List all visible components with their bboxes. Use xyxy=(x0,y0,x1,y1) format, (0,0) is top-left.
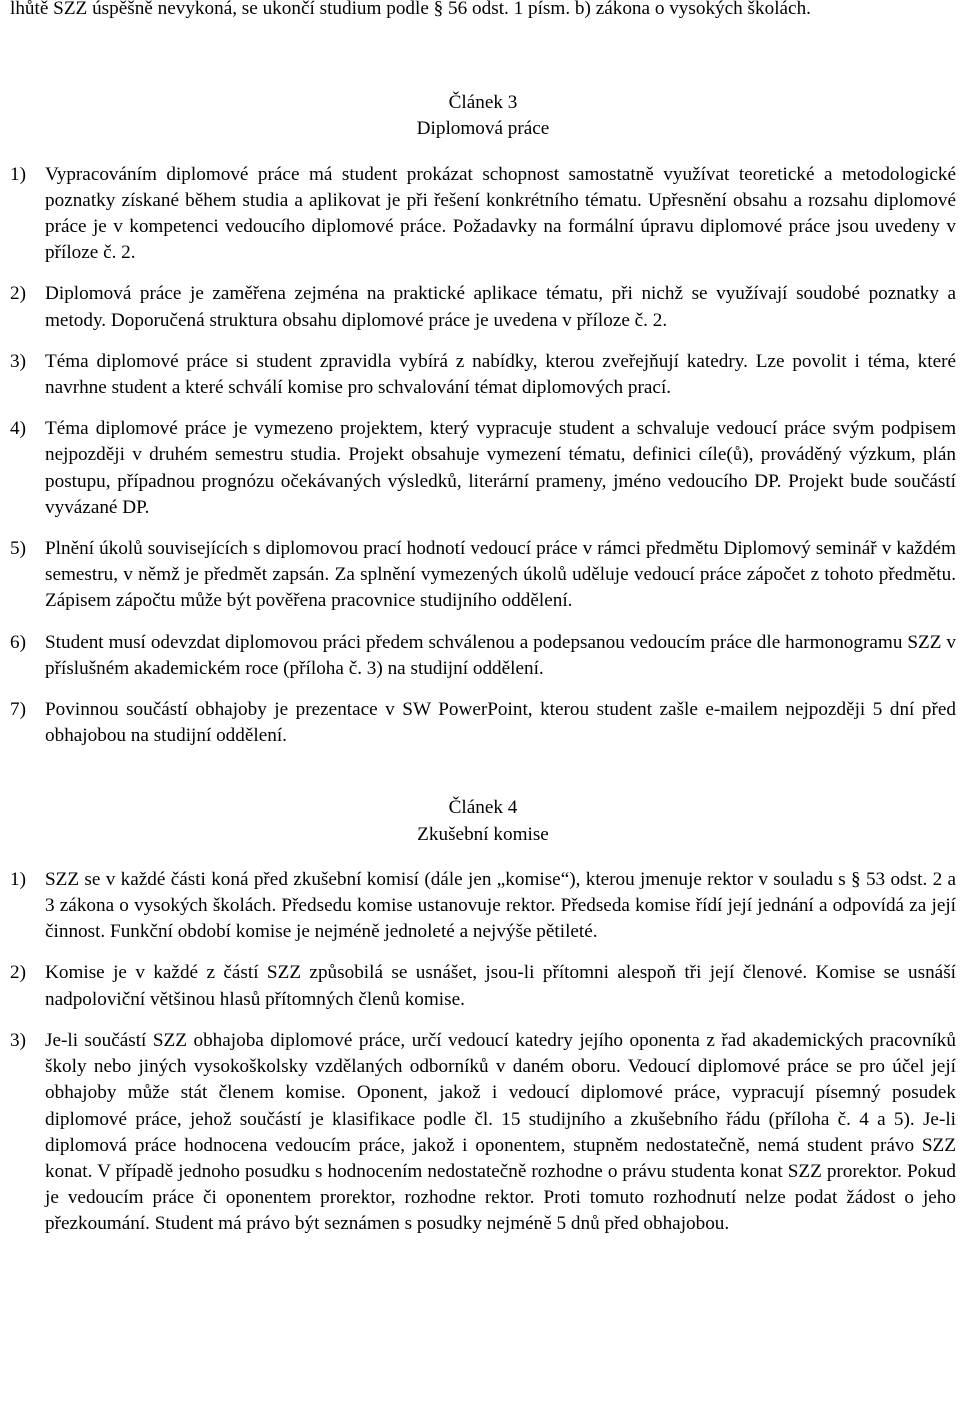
paragraph xyxy=(10,162,956,267)
article-4-paragraphs xyxy=(10,867,956,1238)
paragraph-text: Komise je v každé z částí SZZ způsobilá se usnášet, jsou-li přítomni alespoň tři její členové. Komise se usnáší nadpoloviční většinou hlasů přítomných členů komise. xyxy=(45,962,956,1010)
document-page xyxy=(10,0,956,1238)
article-title: Diplomová práce xyxy=(416,118,550,140)
paragraph-number: 4) xyxy=(10,418,26,440)
intro-paragraph: lhůtě SZZ úspěšně nevykoná, se ukončí studium podle § 56 odst. 1 písm. b) zákona o vysokých školách. xyxy=(10,0,811,19)
paragraph-text: Student musí odevzdat diplomovou práci předem schválenou a podepsanou vedoucím práce dle harmonogramu SZZ v příslušném akademickém roce (příloha č. 3) na studijní oddělení. xyxy=(45,631,956,679)
paragraph-number: 2) xyxy=(10,962,26,984)
paragraph xyxy=(10,536,956,615)
paragraph-text: Plnění úkolů souvisejících s diplomovou prací hodnotí vedoucí práce v rámci předmětu Diplomový seminář v každém semestru, v němž je předmět zapsán. Za splnění vymezených úkolů uděluje vedoucí práce zápočet z tohoto předmětu. Zápisem zápočtu může být pověřena pracovnice studijního oddělení. xyxy=(45,538,956,612)
paragraph-text: Téma diplomové práce si student zpravidla vybírá z nabídky, kterou zveřejňují katedry. Lze povolit i téma, které navrhne student a které schválí komise pro schvalování témat diplomových prací. xyxy=(45,350,956,399)
article-number: Článek 3 xyxy=(448,92,518,114)
article-title: Zkušební komise xyxy=(417,823,549,845)
paragraph xyxy=(10,416,956,521)
paragraph-number: 3) xyxy=(10,350,26,372)
paragraph xyxy=(10,630,956,682)
paragraph-text: SZZ se v každé části koná před zkušební komisí (dále jen „komise“), kterou jmenuje rektor v souladu s § 53 odst. 2 a 3 zákona o vysokých školách. Předsedu komise ustanovuje rektor. Předseda komise řídí její jednání a odpovídá za její činnost. Funkční období komise je nejméně jednoleté a nejvýše pětileté. xyxy=(45,868,956,943)
paragraph xyxy=(10,1028,956,1238)
paragraph-number: 1) xyxy=(10,868,26,890)
article-3-paragraphs xyxy=(10,162,956,750)
paragraph-number: 2) xyxy=(10,283,26,305)
paragraph-number: 5) xyxy=(10,538,26,560)
paragraph-number: 7) xyxy=(10,699,26,721)
paragraph-text: Povinnou součástí obhajoby je prezentace v SW PowerPoint, kterou student zašle e-mailem nejpozději 5 dní před obhajobou na studijní oddělení. xyxy=(45,699,956,747)
paragraph xyxy=(10,281,956,333)
paragraph-text: Je-li součástí SZZ obhajoba diplomové práce, určí vedoucí katedry jejího oponenta z řad akademických pracovníků školy nebo jiných vysokoškolsky vzdělaných odborníků v daném oboru. Vedoucí diplomové práce se pro účel její obhajoby může stát členem komise. Oponent, jakož i vedoucí diplomové práce, vypracují písemný posudek diplomové práce, jehož součástí je klasifikace podle čl. 15 studijního a zkušebního řádu (příloha č. 4 a 5). Je-li diplomová práce hodnocena vedoucím práce, jakož i oponentem, stupněm nedostatečně, nemá student právo SZZ konat. V případě jednoho posudku s hodnocením nedostatečně rozhodne o právu studenta konat SZZ prorektor. Pokud je vedoucím práce či oponentem prorektor, rozhodne rektor. Proti tomuto rozhodnutí nelze podat žádost o jeho přezkoumání. Student má právo být seznámen s posudky nejméně 5 dnů před obhajobou. xyxy=(45,1029,956,1235)
paragraph-number: 1) xyxy=(10,163,26,185)
paragraph-number: 6) xyxy=(10,631,26,653)
paragraph xyxy=(10,697,956,749)
paragraph-text: Vypracováním diplomové práce má student prokázat schopnost samostatně využívat teoretické a metodologické poznatky získané během studia a aplikovat je při řešení konkrétního tématu. Upřesnění obsahu a rozsahu diplomové práce je v kompetenci vedoucího diplomové práce. Požadavky na formální úpravu diplomové práce jsou uvedeny v příloze č. 2. xyxy=(45,163,956,264)
paragraph xyxy=(10,867,956,946)
paragraph-number: 3) xyxy=(10,1029,26,1051)
article-4-heading xyxy=(10,795,956,847)
article-3-heading xyxy=(10,90,956,142)
paragraph-text: Diplomová práce je zaměřena zejména na praktické aplikace tématu, při nichž se využívají soudobé poznatky a metody. Doporučená struktura obsahu diplomové práce je uvedena v příloze č. 2. xyxy=(45,283,956,331)
paragraph-text: Téma diplomové práce je vymezeno projektem, který vypracuje student a schvaluje vedoucí práce svým podpisem nejpozději v druhém semestru studia. Projekt obsahuje vymezení tématu, definici cíle(ů), prováděný výzkum, plán postupu, případnou prognózu očekávaných výsledků, literární prameny, jméno vedoucího DP. Projekt bude součástí vyvázané DP. xyxy=(45,418,956,518)
paragraph xyxy=(10,960,956,1012)
article-number: Článek 4 xyxy=(448,797,518,819)
paragraph xyxy=(10,349,956,401)
